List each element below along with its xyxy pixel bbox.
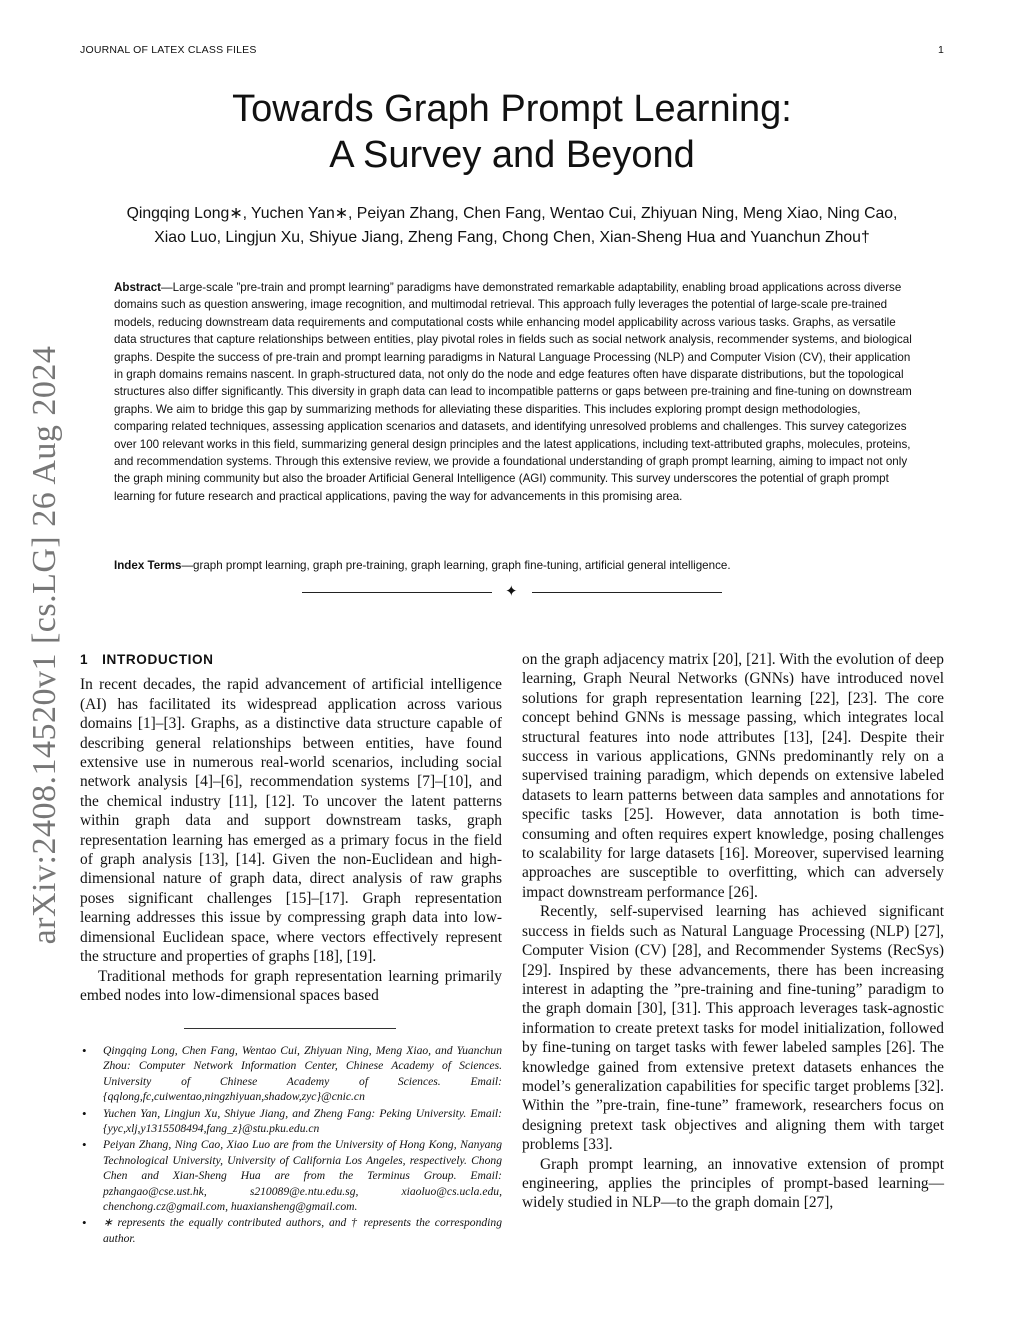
authors-line-2: Xiao Luo, Lingjun Xu, Shiyue Jiang, Zheng Fang, Chong Chen, Xian-Sheng Hua and Yuanchun Zhou† [154,229,870,246]
title-line-1: Towards Graph Prompt Learning: [232,88,792,130]
footnote-item: • Qingqing Long, Chen Fang, Wentao Cui, Zhiyuan Ning, Meng Xiao, and Yuanchun Zhou: Computer Network Information Center, Chinese Academy of Sciences. University of Chinese Academy of Sciences. Email: {qqlong,fc,cuiwentao,ningzhiyuan,shadow,zyc}@cnic.cn [80,1043,502,1105]
footnote-rule [184,1028,396,1029]
index-terms-text: —graph prompt learning, graph pre-training, graph learning, graph fine-tuning, artificial general intelligence. [181,559,731,572]
index-terms [114,557,916,574]
section-divider [302,583,722,601]
author-list [80,202,944,250]
footnote-item: • ∗ represents the equally contributed authors, and † represents the corresponding author. [80,1215,502,1246]
page-number: 1 [937,44,944,56]
intro-paragraph-1: In recent decades, the rapid advancement of artificial intelligence (AI) has facilitated its widespread application across various domains [1]–[3]. Graphs, as a distinctive data structure capable of describing general relationships between entities, have found extensive use in numerous real-world scenarios, including social network analysis [4]–[6], recommendation systems [7]–[10], and the chemical industry [11], [12]. To uncover the latent patterns within graph data and support downstream tasks, graph representation learning has emerged as a primary focus in the field of graph analysis [13], [14]. Given the non-Euclidean and high-dimensional nature of graph data, direct analysis of raw graphs poses significant challenges [15]–[17]. Graph representation learning addresses this issue by compressing graph data into low-dimensional Euclidean space, where vectors effectively represent the structure and properties of graphs [18], [19]. [80,676,502,966]
intro-paragraph-4: Recently, self-supervised learning has achieved significant success in fields such as Natural Language Processing (NLP) [27], Computer Vision (CV) [28], and Recommender Systems (RecSys) [29]. Inspired by these advancements, there has been increasing interest in adapting the ”pre-training and fine-tuning” paradigm to the graph domain [30], [31]. This approach leverages task-agnostic information to create pretext tasks for model initialization, followed by fine-tuning on target tasks with fewer labeled samples [26]. The knowledge gained from extensive pretext datasets enhances the model’s generalization capabilities for specific target problems [32]. Within the ”pre-train, fine-tune” framework, researchers focus on designing pretext task objectives and aligning them with target problems [33]. [522,903,944,1154]
footnote-item: • Peiyan Zhang, Ning Cao, Xiao Luo are from the University of Hong Kong, Nanyang Technological University, University of California Los Angeles, respectively. Chong Chen and Xian-Sheng Hua are from the Terminus Group. Email: pzhangao@cse.ust.hk, s210089@e.ntu.edu.sg, xiaoluo@cs.ucla.edu, chenchong.cz@gmail.com, huaxiansheng@gmail.com. [80,1137,502,1214]
title-line-2: A Survey and Beyond [329,134,695,176]
intro-paragraph-3: on the graph adjacency matrix [20], [21]. With the evolution of deep learning, Graph Neural Networks (GNNs) have introduced novel solutions for graph representation learning [22], [23]. The core concept behind GNNs is message passing, which integrates local structural features into node attributes [13], [24]. Despite their success in various applications, GNNs predominantly rely on a supervised training paradigm, which depends on extensive labeled datasets to learn patterns between data samples and annotations for specific tasks [25]. However, data annotation is both time-consuming and often requires expert knowledge, posing challenges to scalability for large datasets [16]. Moreover, supervised learning approaches are susceptible to overfitting, which can adversely impact downstream performance [26]. [522,651,944,901]
divider-line-right [532,592,722,593]
section-heading [80,650,502,669]
abstract [114,279,916,505]
footnote-item: • Yuchen Yan, Lingjun Xu, Shiyue Jiang, and Zheng Fang: Peking University. Email: {yyc,xlj,y1315508494,fang_z}@stu.pku.edu.cn [80,1106,502,1137]
arxiv-identifier: arXiv:2408.14520v1 [cs.LG] 26 Aug 2024 [26,345,63,945]
divider-line-left [302,592,492,593]
section-number: 1 [80,652,89,667]
footnotes [80,1043,502,1247]
page-header [80,44,944,60]
left-column [80,650,502,1005]
paper-title [80,86,944,178]
intro-paragraph-2: Traditional methods for graph representation learning primarily embed nodes into low-dimensional spaces based [80,967,502,1004]
intro-paragraph-5: Graph prompt learning, an innovative extension of prompt engineering, applies the principles of prompt-based learning—widely studied in NLP—to the graph domain [27], [522,1155,944,1212]
journal-name: JOURNAL OF LATEX CLASS FILES [80,44,257,56]
section-title: INTRODUCTION [102,652,214,667]
divider-diamond-icon: ✦ [505,584,518,600]
arxiv-side-stamp [20,345,70,945]
authors-line-1: Qingqing Long∗, Yuchen Yan∗, Peiyan Zhang, Chen Fang, Wentao Cui, Zhiyuan Ning, Meng Xiao, Ning Cao, [126,205,898,222]
index-terms-label: Index Terms [114,559,182,572]
abstract-label: Abstract [114,281,162,294]
right-column [522,650,944,1213]
abstract-text: —Large-scale ”pre-train and prompt learning” paradigms have demonstrated remarkable adaptability, enabling broad applications across diverse domains such as question answering, image recognition, and multimodal retrieval. This approach fully leverages the potential of large-scale pre-trained models, reducing downstream data requirements and computational costs while enhancing model applicability across various tasks. Graphs, as versatile data structures that capture relationships between entities, play pivotal roles in fields such as social network analysis, recommender systems, and biological graphs. Despite the success of pre-train and prompt learning paradigms in Natural Language Processing (NLP) and Computer Vision (CV), their application in graph domains remains nascent. In graph-structured data, not only do the node and edge features often have disparate distributions, but the topological structures also differ significantly. This diversity in graph data can lead to incompatible patterns or gaps between pre-training and fine-tuning on downstream graphs. We aim to bridge this gap by summarizing methods for alleviating these disparities. This includes exploring prompt design methodologies, comparing related techniques, assessing application scenarios and datasets, and identifying unresolved problems and challenges. This survey categorizes over 100 relevant works in this field, summarizing general design principles and the latest applications, including text-attributed graphs, molecules, proteins, and recommendation systems. Through this extensive review, we provide a foundational understanding of graph prompt learning, aiming to impact not only the graph mining community but also the broader Artificial General Intelligence (AGI) community. This survey underscores the potential of graph prompt learning for future research and practical applications, paving the way for advancements in this promising area. [114,281,912,503]
